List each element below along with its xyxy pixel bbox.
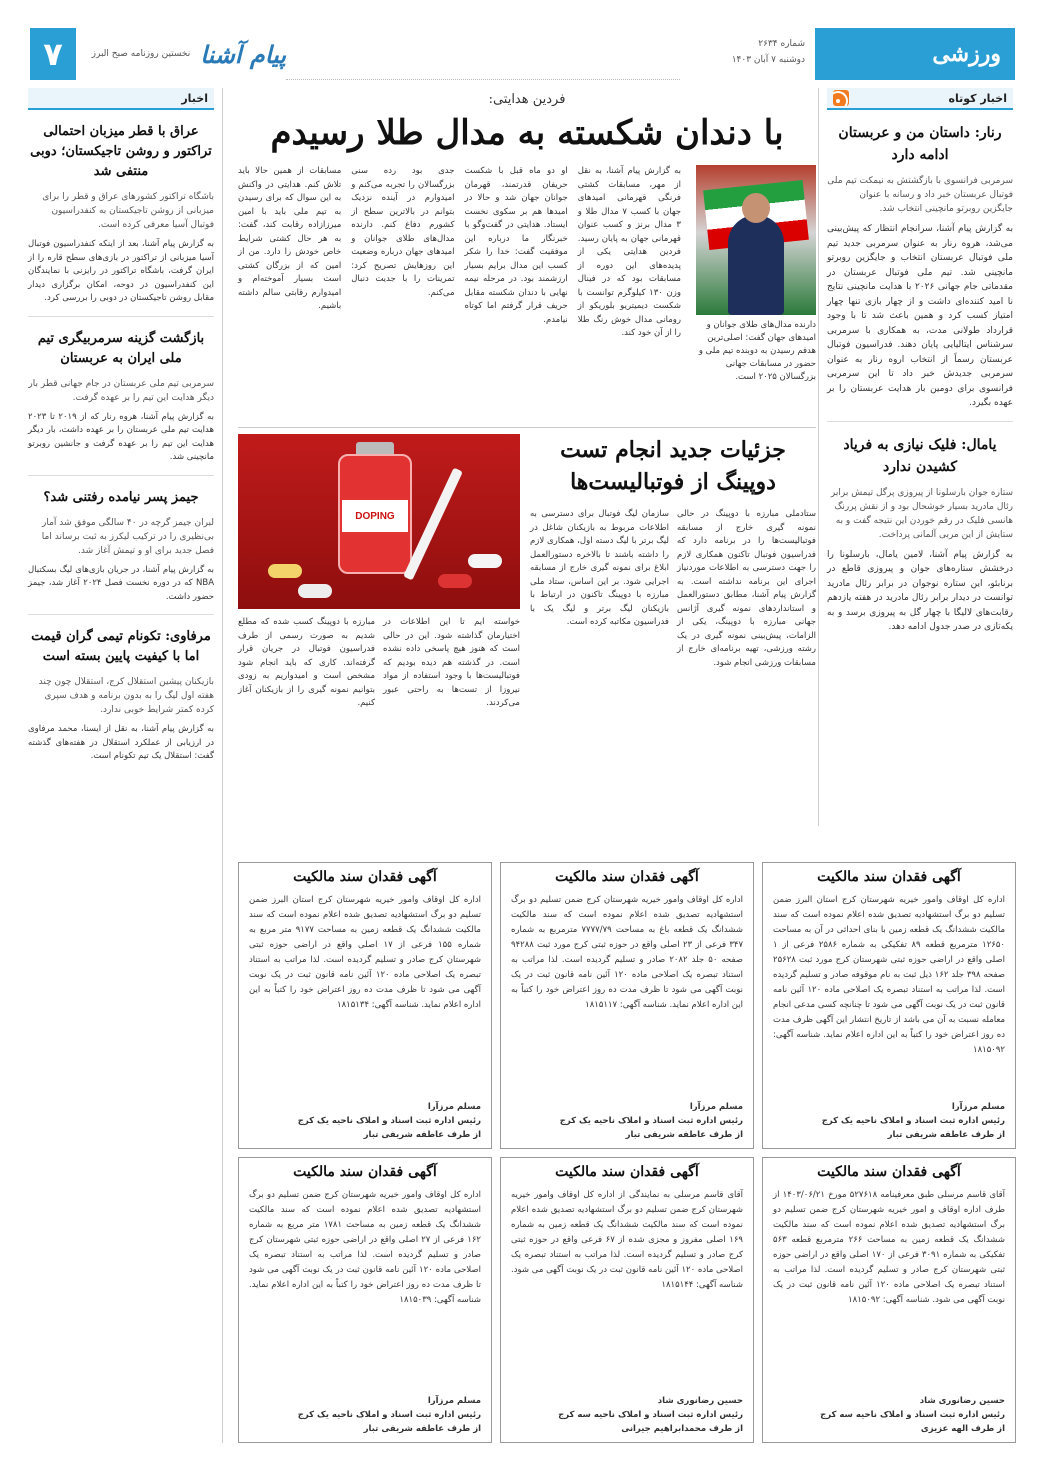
notice-body: آقای قاسم مرسلی طبق معرفینامه ۵۲۷۶۱۸ مورخ ۱۴۰۳/۰۶/۲۱ از طرف اداره اوقاف و امور خیریه شهرستان کرج ضمن تسلیم دو برگ استشهادیه تصدیق شده اعلام نموده است که سند مالکیت ششدانگ یک قطعه زمین به مساحت ۲۶۶ مترمربع قطعه ۵۶۳ تفکیکی به شماره ۳۰۹۱ فرعی از ۱۷۰ اصلی واقع در اراضی حوزه ثبتی شهرستان کرج صادر و تسلیم گردیده است. لذا مراتب به استناد تبصره یک اصلاحی ماده ۱۲۰ آئین نامه قانون ثبت در یک نوبت آگهی می شود. شناسه آگهی: ۱۸۱۵۰۹۲ <box>773 1189 1006 1305</box>
notice-title: آگهی فقدان سند مالکیت <box>817 1163 961 1180</box>
photo-column <box>691 165 816 384</box>
doping-upper-columns <box>530 508 816 670</box>
pill <box>438 574 472 588</box>
syringe <box>403 468 463 581</box>
article-column: او دو ماه قبل با شکست حریفان قدرتمند، قهرمان جوانان جهان شد و حالا در امیدها هم بر سکوی نخست ایستاد. هدایتی در گفت‌وگو با خبرنگار ما درباره این موفقیت گفت: خدا را شکر کسب این مدال برایم بسیار ارزشمند بود. در مرحله نیمه نهایی با دندان شکسته مقابل حریف قرار گرفتم اما کوتاه نیامدم. <box>464 166 568 325</box>
masthead <box>76 28 286 80</box>
notice-signature: مسلم مرزآرا رئیس اداره ثبت اسناد و املاک ناحیه یک کرج از طرف عاطفه شریفی تبار <box>559 1101 743 1140</box>
article-column: خواسته ایم تا این اطلاعات در اختیارمان گذاشته شود. این در حالی است که هنوز هیچ پاسخی داده نشده است. در گذشته هم دیده بودیم که فوتبالیست‌ها با وجود استفاده از مواد نیروزا از تست‌ها به راحتی عبور می‌کردند. <box>383 617 520 708</box>
divider <box>28 614 214 615</box>
news-item <box>827 434 1013 635</box>
notice-title: آگهی فقدان سند مالکیت <box>293 1163 437 1180</box>
pill <box>268 564 302 578</box>
article-kicker: فردین هدایتی: <box>488 92 566 107</box>
notice-box <box>762 1157 1016 1444</box>
article-column: ستادملی مبارزه با دوپینگ در حالی نمونه گیری خارج از مسابقه فوتبالیست‌ها را در برنامه دارد که فدراسیون فوتبال تاکنون همکاری لازم را جهت دسترسی به اطلاعات موردنیاز اجرای این برنامه نداشته است. به گزارش پیام آشنا، مطابق دستورالعمل و استانداردهای نمونه گیری آژانس جهانی مبارزه با دوپینگ، یکی از الزامات، پیش‌بینی نمونه گیری در یک رشته ورزشی، تهیه برنامه‌ای خارج از مسابقات ورزشی انجام شود. <box>677 509 816 668</box>
article-column: به گزارش پیام آشنا، به نقل از مهر، مسابقات کشتی فرنگی قهرمانی امیدهای جهان با کسب ۷ مدال طلا و ۳ مدال برنز و کسب عنوان قهرمانی جهان به پایان رسید. فردین هدایتی یکی از پدیده‌های این دوره از مسابقات بود که در فینال وزن ۱۳۰ کیلوگرم توانست با شکست دیمیتریو بلوریکو از رومانی مدال خوش رنگ طلا را از آن خود کند. <box>577 166 682 338</box>
news-item <box>28 488 214 605</box>
news-body: به گزارش پیام آشنا، در جریان بازی‌های لیگ بسکتبال NBA که در دوره نخست فصل ۲۰۲۴ آغاز شد، جیمز حضور داشت. <box>28 564 215 602</box>
left-column-header <box>28 88 214 110</box>
news-body: به گزارش پیام آشنا، سرانجام انتظار که پیش‌بینی می‌شد، هروه رنار به عنوان سرمربی جدید تیم ملی فوتبال عربستان انتخاب و جایگزین روبرتو مانچینی شد. تیم ملی فوتبال عربستان در مقدماتی جام جهانی ۲۰۲۶ با هدایت مانچینی نتایج نا امید کننده‌ای داشت و از چهار بازی تنها چهار امتیاز کسب کرد و همین باعث شد تا با وجود قرارداد طولانی مدت، به همکاری با سرمربی سرشناس ایتالیایی پایان دهند. فدراسیون فوتبال عربستان رسماً از انتخاب اروه رنار به عنوان سرمربی جدیدش خبر داد تا این سرمربی فرانسوی برای دومین بار هدایت عربستان را بر عهده بگیرد. <box>827 224 1013 408</box>
notice-title: آگهی فقدان سند مالکیت <box>555 1163 699 1180</box>
notice-signature: مسلم مرزآرا رئیس اداره ثبت اسناد و املاک ناحیه یک کرج از طرف عاطفه شریفی تبار <box>297 1101 481 1140</box>
vial-label: DOPING <box>342 500 408 532</box>
issue-date: دوشنبه ۷ آبان ۱۴۰۳ <box>731 55 805 65</box>
notice-body: اداره کل اوقاف وامور خیریه شهرستان کرج استان البرز ضمن تسلیم دو برگ استشهادیه تصدیق شده اعلام نموده است که سند مالکیت ششدانگ یک قطعه زمین به مساحت ۹۱۷۷ متر مربع به شماره ۱۵۵ فرعی از ۱۷ اصلی واقع در اراضی حوزه ثبتی شهرستان کرج صادر و تسلیم گردیده است. لذا مراتب به استناد تبصره یک اصلاحی ماده ۱۲۰ آئین نامه قانون ثبت در یک نوبت آگهی می شود تا ظرف مدت ده روز اعتراض خود را کتباً به این اداره اعلام نماید. شناسه آگهی: ۱۸۱۵۱۳۴ <box>249 895 482 1010</box>
article-body <box>238 165 816 384</box>
pill <box>298 584 332 598</box>
notice-body: اداره کل اوقاف وامور خیریه شهرستان کرج ضمن تسلیم دو برگ استشهادیه تصدیق شده اعلام نموده است که سند مالکیت ششدانگ یک قطعه باغ به مساحت ۷۷۷۷/۷۹ مترمربع به شماره ۳۴۷ فرعی از ۲۳ اصلی واقع در حوزه ثبتی کرج مورد ثبت ۹۴۲۸۸ صفحه ۵۰ جلد ۲۰۸۲ صادر و تسلیم گردیده است. لذا مراتب به استناد تبصره یک اصلاحی ماده ۱۲۰ آئین نامه قانون ثبت در یک نوبت آگهی می شود تا ظرف مدت ده روز اعتراض خود را کتباً به این اداره اعلام نماید. شناسه آگهی: ۱۸۱۵۱۱۷ <box>511 895 744 1010</box>
divider <box>827 421 1013 422</box>
news-item <box>28 122 214 306</box>
news-body: به گزارش پیام آشنا، بعد از اینکه کنفدراسیون فوتبال آسیا میزبانی از تراکتور در بازی‌های سطح قاره را از ایران گرفت، باشگاه تراکتور در رایزنی با نمایندگان این کنفدراسیون در دوحه، امکان برگزاری دیدار مقابل روشن تاجیکستان در دوبی را بررسی کرد. <box>28 239 214 303</box>
article-column: مسابقات از همین حالا باید تلاش کنم. هدایتی در واکنش به این سوال که برای رسیدن به تیم ملی باید با امین میرزازاده رقابت کند، گفت: به هر حال کشتی شرایط خاص خودش را دارد. من از امین که از بزرگان کشتی است بسیار آموخته‌ام و امیدوارم رقابتی سالم داشته باشیم. <box>238 166 342 311</box>
doping-headline-line2: دوپینگ از فوتبالیست‌ها <box>570 469 776 495</box>
section-title: ورزشی <box>932 41 1001 67</box>
news-lead: باشگاه تراکتور کشورهای عراق و قطر را برای میزبانی از روشن تاجیکستان به کنفدراسیون فوتبال آسیا معرفی کرده است. <box>42 192 214 230</box>
notice-signature: حسین رضانوری شاد رئیس اداره ثبت اسناد و املاک ناحیه سه کرج از طرف محمدابراهیم جیرانی <box>558 1396 743 1434</box>
article-column: جدی بود رده سنی بزرگسالان را تجربه می‌کنم و امیدوارم در آینده نزدیک بتوانم در بالاترین سطح از کشورم دفاع کنم. دارنده مدال‌های طلای جوانان و امیدهای جهان درباره وضعیت این روزهایش تصریح کرد: تمرینات را با جدیت دنبال می‌کنم. <box>351 166 455 298</box>
news-title: یامال: فلیک نیازی به فریاد کشیدن ندارد <box>843 436 997 475</box>
short-news-column <box>818 88 1013 826</box>
article-column: مبارزه با دوپینگ کسب شده که مطلع شدیم به صورت رسمی از طرف فدراسیون فوتبال در جریان قرار گرفته‌اند. کاری که باید انجام شود مشخص است و امیدواریم به زودی بتوانیم نمونه گیری را از بازیکنان آغاز کنیم. <box>238 617 375 708</box>
notice-box <box>500 1157 754 1444</box>
notice-box <box>500 862 754 1149</box>
doping-headline-line1: جزئیات جدید انجام تست <box>560 437 786 463</box>
news-body: به گزارش پیام آشنا، به نقل از ایسنا، محمد مرفاوی در ارزیابی از عملکرد استقلال در هفته‌های گذشته گفت: استقلال یک تیم تکونام است. <box>28 724 214 761</box>
notice-box <box>762 862 1016 1149</box>
news-column-left <box>28 88 223 1443</box>
news-title: مرفاوی: تکونام تیمی گران قیمت اما با کیفیت پایین بسته است <box>31 629 211 664</box>
issue-number: شماره ۲۶۳۴ <box>758 39 805 49</box>
pill <box>468 554 502 568</box>
news-lead: بازیکنان پیشین استقلال کرج، استقلال چون چند هفته اول لیگ را به بدون برنامه و هدف سپری کرده کمتر شرایط خوبی ندارد. <box>38 677 214 715</box>
photo-caption: دارنده مدال‌های طلای جوانان و امیدهای جهان گفت: اصلی‌ترین هدفم رسیدن به دوبنده تیم ملی و حضور در مسابقات جهانی بزرگسالان ۲۰۲۵ است. <box>698 320 816 382</box>
article-headline: با دندان شکسته به مدال طلا رسیدم <box>270 113 784 153</box>
doping-image <box>238 434 520 609</box>
news-item <box>28 329 214 465</box>
wrestler-figure <box>728 215 784 315</box>
section-label <box>815 28 1015 80</box>
notice-box <box>238 1157 492 1444</box>
wrestler-head <box>742 193 770 223</box>
notice-body: آقای قاسم مرسلی به نمایندگی از اداره کل اوقاف وامور خیریه شهرستان کرج ضمن تسلیم دو برگ استشهادیه تصدیق شده اعلام نموده است که سند مالکیت ششدانگ یک قطعه زمین به شماره ۱۶۹ اصلی مفروز و مجزی شده از ۶۷ فرعی واقع در حوزه ثبتی کرج صادر و تسلیم گردیده است. لذا مراتب به استناد تبصره یک اصلاحی ماده ۱۲۰ آئین نامه قانون ثبت در یک نوبت آگهی می شود. شناسه آگهی: ۱۸۱۵۱۴۴ <box>511 1189 743 1290</box>
short-news-heading: اخبار کوتاه <box>948 91 1007 105</box>
header-divider <box>286 28 680 80</box>
rss-icon <box>833 90 849 106</box>
notice-body: اداره کل اوقاف وامور خیریه شهرستان کرج ضمن تسلیم دو برگ استشهادیه تصدیق شده اعلام نموده است که سند مالکیت ششدانگ یک قطعه زمین به مساحت ۱۷۸۱ متر مربع به شماره ۱۶۲ فرعی از ۲۷ اصلی واقع در اراضی حوزه ثبتی شهرستان کرج صادر و تسلیم گردیده است. لذا مراتب به استناد تبصره یک اصلاحی ماده ۱۲۰ آئین نامه قانون ثبت در یک نوبت آگهی می شود تا ظرف مدت ده روز اعتراض خود را کتباً به این اداره اعلام نماید. شناسه آگهی: ۱۸۱۵۰۳۹ <box>249 1189 482 1305</box>
news-lead: سرمربی فرانسوی با بازگشتش به نیمکت تیم ملی فوتبال عربستان خبر داد و رسانه با عنوان جایگزین روبرتو مانچینی انتخاب شد. <box>827 176 1013 214</box>
left-column-heading: اخبار <box>181 91 208 105</box>
short-news-header <box>827 88 1013 110</box>
news-body: به گزارش پیام آشنا، هروه رنار که از ۲۰۱۹ تا ۲۰۲۳ هدایت تیم ملی عربستان را بر عهده داشت، بار دیگر هدایت این تیم را بر عهده گرفت و جانشین روبرتو مانچینی شد. <box>28 411 215 462</box>
news-item <box>28 627 214 764</box>
doping-text <box>530 434 816 670</box>
news-item <box>827 122 1013 411</box>
notice-body: اداره کل اوقاف وامور خیریه شهرستان کرج استان البرز ضمن تسلیم دو برگ استشهادیه تصدیق شده اعلام نموده است که سند مالکیت ششدانگ یک قطعه زمین با بنای احداثی در آن به مساحت ۱۲۶۵۰ مترمربع قطعه ۸۹ تفکیکی به شماره ۲۵۸۶ فرعی از ۱ اصلی واقع در اراضی حوزه ثبتی شهرستان کرج مورد ثبت ۲۵۶۲۸ صفحه ۳۹۸ جلد ۱۶۲ ذیل ثبت به نام موقوفه صادر و تسلیم گردیده است. لذا مراتب به استناد تبصره یک اصلاحی ماده ۱۲۰ آئین نامه قانون ثبت در یک نوبت آگهی می شود تا چنانچه کسی مدعی انجام معامله نسبت به آن می باشد از تاریخ انتشار این آگهی ظرف مدت ده روز اعتراض خود را کتباً به این اداره اعلام نماید. شناسه آگهی: ۱۸۱۵۰۹۲ <box>773 895 1006 1055</box>
news-title: جیمز پسر نیامده رفتنی شد؟ <box>43 489 199 505</box>
news-title: رنار: داستان من و عربستان ادامه دارد <box>838 125 1002 163</box>
news-lead: لبران جیمز گرچه در ۴۰ سالگی موفق شد آمار بی‌نظیری را در ترکیب لیکرز به ثبت برساند اما فصل جدید برای او و تیمش آغاز شد. <box>41 517 214 556</box>
news-body: به گزارش پیام آشنا، لامین یامال، بارسلونا را درخشش ستاره‌های جوان و پیروزی قاطع در برنابئو، این ستاره نوجوان در برابر رئال مادرید توانست در دیدار برابر رئال مادرید در هفته یازدهم رقابت‌های لالیگا با چهار گل به پیروزی برسد و به یکه‌تازی در صدر جدول ادامه دهد. <box>827 549 1013 632</box>
newspaper-logo: پیام آشنا <box>200 39 286 69</box>
news-title: عراق با قطر میزبان احتمالی تراکتور و روشن تاجیکستان؛ دوبی منتفی شد <box>30 124 212 179</box>
issue-info <box>680 28 815 80</box>
news-lead: سرمربی تیم ملی عربستان در جام جهانی قطر بار دیگر هدایت این تیم را بر عهده گرفت. <box>28 378 214 403</box>
newspaper-tagline: نخستین روزنامه صبح البرز <box>91 49 191 59</box>
news-title: بازگشت گزینه سرمربیگری تیم ملی ایران به عربستان <box>37 330 205 366</box>
page-number: ۷ <box>30 28 76 80</box>
page-header <box>30 28 1015 80</box>
notice-title: آگهی فقدان سند مالکیت <box>817 869 961 885</box>
notice-box <box>238 862 492 1149</box>
notice-title: آگهی فقدان سند مالکیت <box>555 869 699 885</box>
legal-notices <box>238 862 1016 1443</box>
divider <box>28 316 214 317</box>
news-lead: ستاره جوان بارسلونا از پیروزی پرگل تیمش برابر رئال مادرید بسیار خوشحال بود و از نقش پررنگ هانسی فلیک در رقم خوردن این نتیجه گفت و به ستایش از این مربی آلمانی پرداخت. <box>830 487 1013 540</box>
notice-signature: مسلم مرزآرا رئیس اداره ثبت اسناد و املاک ناحیه یک کرج از طرف عاطفه شریفی تبار <box>821 1101 1005 1140</box>
notice-signature: حسین رضانوری شاد رئیس اداره ثبت اسناد و املاک ناحیه سه کرج از طرف الهه عزیزی <box>820 1396 1005 1434</box>
wrestler-photo <box>696 165 816 315</box>
notice-title: آگهی فقدان سند مالکیت <box>293 869 437 885</box>
article-column: سازمان لیگ فوتبال برای دسترسی به اطلاعات مربوط به بازیکنان شاغل در لیگ برتر با لیگ دسته اول، همکاری لازم را داشته باشند تا بالاخره دستورالعمل ابلاغ برای نمونه گیری خارج از مسابقه اجرایی شود. بر این اساس، ستاد ملی مبارزه با دوپینگ تاکنون در ارتباط با بازیکنان لیگ برتر و لیگ یک با فدراسیون مکاتبه کرده است. <box>530 509 669 627</box>
doping-lower-columns <box>238 616 520 711</box>
divider <box>28 475 214 476</box>
doping-article <box>238 427 816 847</box>
main-article <box>238 88 816 418</box>
notice-signature: مسلم مرزآرا رئیس اداره ثبت اسناد و املاک ناحیه یک کرج از طرف عاطفه شریفی تبار <box>297 1396 481 1434</box>
